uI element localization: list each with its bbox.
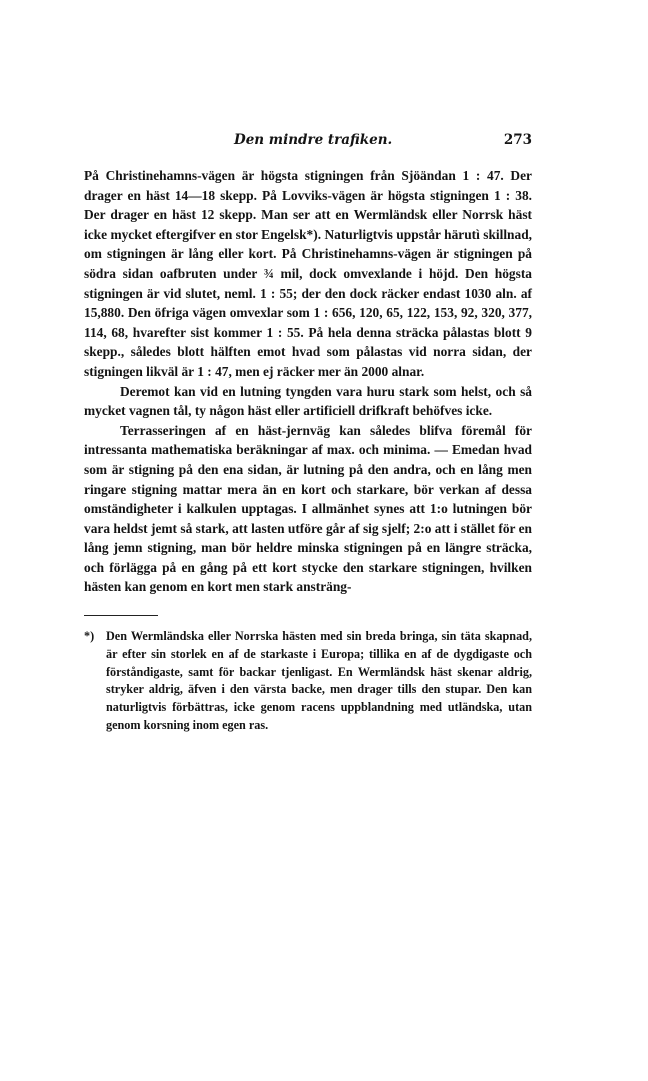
paragraph-christinehamn: På Christinehamns-vägen är högsta stigningen från Sjöändan 1 : 47. Der drager en häst 14—18 skepp. På Lovviks-vägen är högsta stigningen 1 : 38. Der drager en häst 12 skepp. Man ser att en Wermländsk eller Norrsk häst icke mycket eftergifver en stor Engelsk*). Naturligtvis uppstår härutì skillnad, om stigningen är lång eller kort. På Christinehamns-vägen är stigningen på södra sidan oafbruten under ¾ mil, dock omvexlande i höjd. Den högsta stigningen är vid slutet, neml. 1 : 55; der den dock räcker endast 1030 aln. af 15,880. Den öfriga vägen omvexlar som 1 : 656, 120, 65, 122, 153, 92, 320, 377, 114, 68, hvarefter sist kommer 1 : 55. På hela denna sträcka pålastas blott 9 skepp., således blott hälften emot hvad som pålastas vid norra sidan, der stigningen likväl är 1 : 47, men ej räcker mer än 2000 alnar. bbox=[84, 168, 532, 379]
book-page bbox=[84, 128, 532, 735]
running-title: Den mindre trafiken. bbox=[234, 132, 393, 148]
paragraph-terrassering: Terrasseringen af en häst-jernväg kan således blifva föremål för intressanta mathematiska beräkningar af max. och minima. — Emedan hvad som är stigning på den ena sidan, är lutning på den andra, och en lång men ringare stigning mattar mera än en kort och starkare, bör verkan af dessa omständigheter i kalkulen upptagas. I allmänhet synes att 1:o lutningen bör vara heldst jemt så stark, att lasten utföre går af sig sjelf; 2:o att i stället för en lång jemn stigning, man bör heldre minska stigningen på en längre sträcka, och förlägga på en gång på ett kort stycke den starkare stigningen, hvilken hästen kan genom en kort men stark ansträng- bbox=[84, 422, 532, 595]
footnote bbox=[84, 628, 532, 735]
page-number: 273 bbox=[503, 132, 532, 148]
footnote-mark: *) bbox=[84, 629, 95, 644]
running-head bbox=[84, 128, 532, 154]
body-text bbox=[84, 166, 532, 597]
paragraph-lutning: Deremot kan vid en lutning tyngden vara huru stark som helst, och så mycket vagnen tål, ty någon häst eller artificiell drifkraft behöfves icke. bbox=[84, 383, 532, 419]
footnote-text: Den Wermländska eller Norrska hästen med sin breda bringa, sin täta skapnad, är efter sin storlek en af de starkaste i Europa; tillika en af de dygdigaste och förståndigaste, samt för backar tjenligast. En Wermländsk häst skenar aldrig, stryker aldrig, äfven i den värsta backe, men drager tills den stupar. Den kan naturligtvis förbättras, icke genom racens uppblandning med utländska, utan genom korsning inom egen ras. bbox=[106, 629, 532, 733]
footnote-divider bbox=[84, 615, 158, 616]
